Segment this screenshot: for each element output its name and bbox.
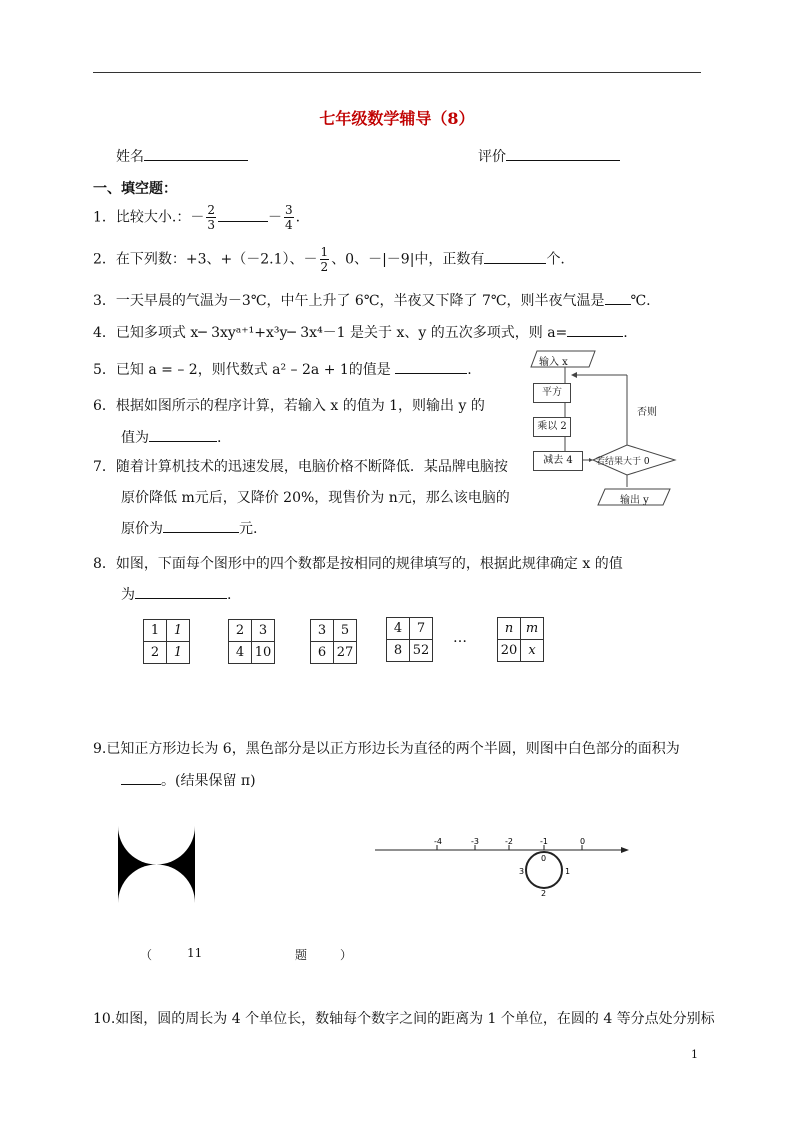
question-7-line-2: 原价降低 m元后，又降价 20%，现售价为 n元，那么该电脑的	[121, 490, 510, 506]
grid-ellipsis: …	[453, 630, 467, 646]
grid-cell: 3	[252, 620, 275, 642]
q7-label: 原价为	[121, 521, 163, 537]
q6-label: 值为	[121, 430, 149, 446]
flow-output: 输出 y	[620, 495, 649, 506]
question-6-line-1: 6．根据如图所示的程序计算，若输入 x 的值为 1，则输出 y 的	[93, 398, 485, 414]
grid-cell: 8	[387, 640, 410, 662]
section-heading: 一、填空题：	[93, 181, 177, 197]
q9-end: 。(结果保留 π)	[161, 773, 256, 789]
grid-cell: 27	[334, 642, 357, 664]
q1-minus-2: －	[268, 209, 282, 226]
caption-word: 题	[295, 948, 308, 962]
grid-cell: 20	[498, 640, 521, 662]
question-10: 10.如图，圆的周长为 4 个单位长，数轴每个数字之间的距离为 1 个单位，在圆的 4 等分点处分别标	[93, 1011, 715, 1027]
page-title: 七年级数学辅导（8）	[319, 109, 475, 128]
grid-cell: 1	[167, 620, 190, 642]
number-grid-2	[228, 619, 275, 664]
caption-open: （	[140, 948, 153, 962]
circle-label: 1	[565, 867, 571, 876]
q2-f-den: 2	[320, 260, 329, 274]
eval-blank[interactable]	[506, 146, 620, 161]
grid-cell: 52	[410, 640, 433, 662]
q2-blank[interactable]	[484, 249, 546, 264]
grid-cell: 4	[387, 618, 410, 640]
grid-cell: 4	[229, 642, 252, 664]
circle-label: 2	[541, 889, 547, 898]
grid-cell: 1	[167, 642, 190, 664]
q1-blank[interactable]	[218, 207, 268, 222]
question-6-line-2	[121, 427, 221, 447]
q1-minus-1: －	[190, 209, 205, 226]
q5-blank[interactable]	[395, 359, 467, 374]
header-rule	[93, 72, 701, 73]
flow-square: 平方	[533, 383, 571, 403]
grid-cell: 2	[144, 642, 167, 664]
q1-fraction-2	[284, 203, 294, 232]
tick-label: -2	[505, 837, 513, 846]
name-label: 姓名	[116, 149, 144, 165]
grid-cell: n	[498, 618, 521, 640]
question-5	[93, 359, 472, 379]
q1-f1-num: 2	[207, 203, 215, 217]
q1-fraction-1	[206, 203, 216, 232]
caption-number: 11	[187, 946, 203, 960]
name-blank[interactable]	[144, 146, 248, 161]
tick-label: -1	[540, 837, 548, 846]
caption-close: ）	[340, 948, 353, 962]
question-4	[93, 322, 628, 342]
q2-f-num: 1	[320, 245, 329, 259]
grid-cell: 3	[311, 620, 334, 642]
number-grid-1	[143, 619, 190, 664]
eval-label: 评价	[478, 149, 506, 165]
question-7-line-3	[121, 518, 257, 538]
question-9-line-1: 9.已知正方形边长为 6，黑色部分是以正方形边长为直径的两个半圆，则图中白色部分的面积为	[93, 741, 680, 757]
tick-label: 0	[580, 837, 586, 846]
q7-blank[interactable]	[163, 518, 239, 533]
flow-else-label: 否则	[637, 407, 657, 418]
q5-text: 5．已知 a = – 2，则代数式 a² – 2a + 1的值是	[93, 362, 391, 378]
tick-label: -3	[471, 837, 479, 846]
grid-cell: m	[521, 618, 544, 640]
grid-cell: 1	[144, 620, 167, 642]
question-8-line-1: 8．如图，下面每个图形中的四个数都是按相同的规律填写的，根据此规律确定 x 的值	[93, 556, 623, 572]
grid-cell: 6	[311, 642, 334, 664]
number-line-figure	[375, 836, 635, 898]
name-field	[116, 146, 248, 166]
flow-condition: 若结果大于 0	[596, 457, 650, 467]
q2-suffix: 、0、－|－9|中，正数有	[331, 251, 485, 268]
question-8-line-2	[121, 584, 231, 604]
q4-blank[interactable]	[567, 322, 623, 337]
q1-f2-num: 3	[285, 203, 293, 217]
question-1	[93, 203, 300, 232]
q8-end: .	[227, 587, 232, 603]
number-grid-3	[310, 619, 357, 664]
tick-label: -4	[434, 837, 442, 846]
q3-text: 3．一天早晨的气温为－3℃，中午上升了 6℃，半夜又下降了 7℃，则半夜气温是	[93, 293, 605, 309]
q6-blank[interactable]	[149, 427, 217, 442]
number-grid-5	[497, 617, 544, 662]
grid-cell: 5	[334, 620, 357, 642]
number-grid-4	[386, 617, 433, 662]
grid-cell: 7	[410, 618, 433, 640]
q1-prefix: 1．比较大小.：	[93, 209, 191, 226]
q1-f2-den: 4	[285, 218, 293, 232]
flow-subtract: 减去 4	[533, 451, 583, 471]
question-7-line-1: 7．随着计算机技术的迅速发展，电脑价格不断降低．某品牌电脑按	[93, 459, 508, 475]
q9-blank[interactable]	[121, 770, 161, 785]
q6-end: .	[217, 430, 222, 446]
question-2	[93, 245, 565, 274]
flow-multiply: 乘以 2	[533, 417, 571, 437]
q2-fraction	[320, 245, 330, 274]
q3-end: ℃.	[630, 293, 651, 309]
q4-text: 4．已知多项式 x─ 3xyᵃ⁺¹+x³y─ 3x⁴－1 是关于 x、y 的五次多项式，则 a=	[93, 325, 568, 341]
q2-prefix: 2．在下列数：+3、+（－2.1）、－	[93, 251, 318, 268]
q4-end: .	[623, 325, 628, 341]
q8-blank[interactable]	[135, 584, 227, 599]
q1-end: .	[295, 209, 301, 226]
eval-field	[478, 146, 620, 166]
question-3	[93, 290, 651, 310]
q2-end: 个.	[546, 251, 565, 268]
q7-end: 元.	[239, 521, 258, 537]
question-9-line-2	[121, 770, 256, 790]
q5-end: .	[467, 362, 472, 378]
q8-label: 为	[121, 587, 135, 603]
flow-input: 输入 x	[539, 357, 568, 368]
circle-label: 3	[519, 867, 525, 876]
q3-blank[interactable]	[605, 290, 631, 305]
grid-cell: 2	[229, 620, 252, 642]
grid-cell: x	[521, 640, 544, 662]
page-number: 1	[691, 1048, 698, 1061]
square-semicircles-figure	[118, 826, 195, 903]
circle-label: 0	[541, 854, 547, 863]
q1-f1-den: 3	[207, 218, 215, 232]
grid-cell: 10	[252, 642, 275, 664]
